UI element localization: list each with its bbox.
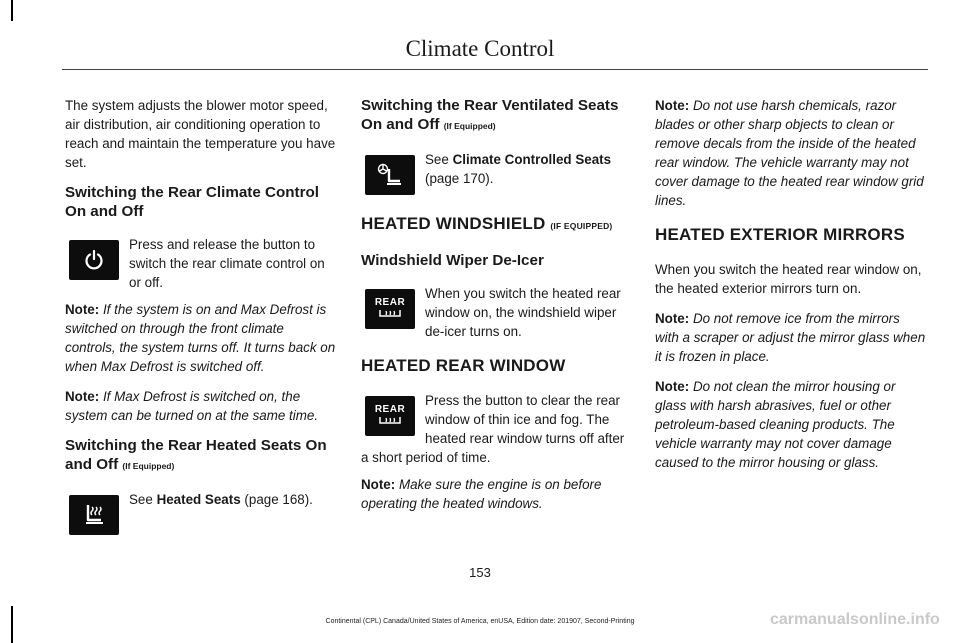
column-middle xyxy=(361,96,633,524)
power-button-icon xyxy=(69,240,119,280)
note-engine-on: Note: Make sure the engine is on before operating the heated windows. xyxy=(361,477,602,511)
page-number: 153 xyxy=(469,565,491,580)
header-rule xyxy=(62,69,928,70)
deicer-text: When you switch the heated rear window on, the windshield wiper de-icer turns on. xyxy=(425,286,621,339)
deicer-row xyxy=(361,284,633,341)
watermark: carmanualsonline.info xyxy=(770,611,940,628)
ventilated-seat-icon xyxy=(365,155,415,195)
rear-climate-row xyxy=(65,235,337,292)
ventilated-seats-row xyxy=(361,150,633,199)
mirrors-text: When you switch the heated rear window on, the heated exterior mirrors turn on. xyxy=(655,262,922,296)
column-right xyxy=(655,96,927,483)
rear-defrost-icon: REAR xyxy=(365,396,415,436)
heated-seat-icon xyxy=(69,495,119,535)
heading-heated-mirrors: HEATED EXTERIOR MIRRORS xyxy=(655,225,905,244)
heated-seats-text: See Heated Seats (page 168). xyxy=(129,492,313,507)
note-harsh-chemicals: Note: Do not use harsh chemicals, razor blades or other sharp objects to clean or remove decals from the inside of the heated rear window. The vehicle warranty may not cover damage to the heated rear window grid lines. xyxy=(655,98,924,208)
intro-paragraph: The system adjusts the blower motor speed, air distribution, air conditioning operation to reach and maintain the temperature you have set. xyxy=(65,98,336,170)
heading-heated-seats: Switching the Rear Heated Seats On and Off (If Equipped) xyxy=(65,437,327,473)
rear-defrost-icon: REAR xyxy=(365,289,415,329)
rear-climate-text: Press and release the button to switch the rear climate control on or off. xyxy=(129,237,325,290)
note-mirror-cleaning: Note: Do not clean the mirror housing or glass with harsh abrasives, fuel or other petroleum-based cleaning products. The vehicle warranty may not cover damage caused to the mirror housing or glass. xyxy=(655,379,896,470)
rear-window-row xyxy=(361,391,633,467)
column-left xyxy=(65,96,337,547)
ventilated-seats-text: See Climate Controlled Seats (page 170). xyxy=(425,152,612,186)
heading-heated-windshield: HEATED WINDSHIELD (IF EQUIPPED) xyxy=(361,214,613,233)
note-mirror-ice: Note: Do not remove ice from the mirrors with a scraper or adjust the mirror glass when it is frozen in place. xyxy=(655,311,926,364)
crop-mark-top xyxy=(11,0,13,21)
heading-wiper-deicer: Windshield Wiper De-Icer xyxy=(361,252,544,269)
note-max-defrost-2: Note: If Max Defrost is switched on, the system can be turned on at the same time. xyxy=(65,389,319,423)
rear-window-text: Press the button to clear the rear window of thin ice and fog. The heated rear window turns off after a short period of time. xyxy=(361,393,625,465)
climate-controlled-seats-link[interactable]: Climate Controlled Seats xyxy=(452,152,612,167)
heading-heated-rear-window: HEATED REAR WINDOW xyxy=(361,356,566,375)
heading-rear-climate: Switching the Rear Climate Control On and Off xyxy=(65,184,319,220)
heated-seats-row xyxy=(65,490,337,539)
footer-edition: Continental (CPL) Canada/United States of America, enUSA, Edition date: 201907, Second-Printing xyxy=(325,618,635,625)
note-max-defrost-1: Note: If the system is on and Max Defrost is switched on through the front climate controls, the system turns off. It turns back on when Max Defrost is switched off. xyxy=(65,302,336,374)
page-title: Climate Control xyxy=(405,36,555,61)
heading-ventilated-seats: Switching the Rear Ventilated Seats On and Off (If Equipped) xyxy=(361,97,619,133)
heated-seats-link[interactable]: Heated Seats xyxy=(156,492,241,507)
